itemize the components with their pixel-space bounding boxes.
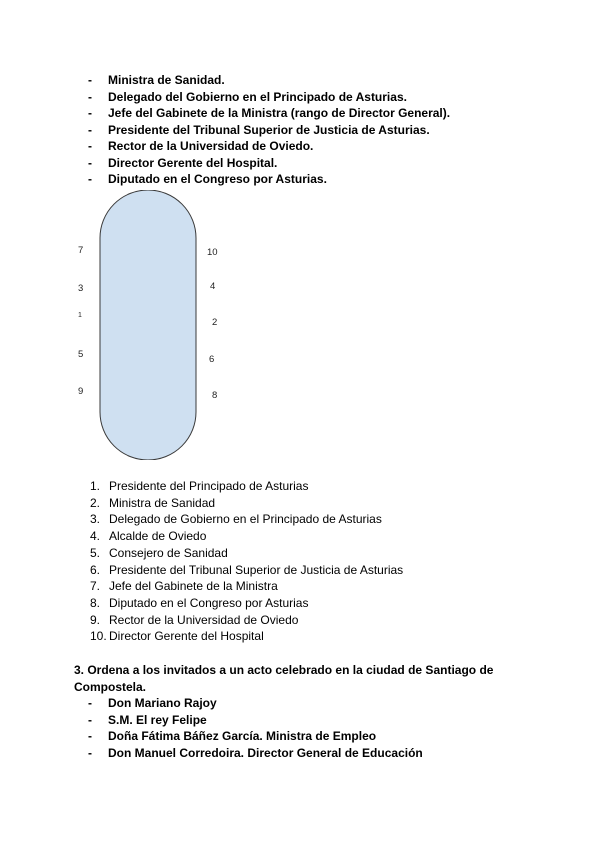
list-text: Presidente del Principado de Asturias (109, 479, 309, 493)
list-text: Rector de la Universidad de Oviedo (109, 612, 299, 627)
list-number: 10. (90, 629, 107, 644)
list-text: Diputado en el Congreso por Asturias (109, 595, 309, 610)
seat-label-left-1: 7 (78, 245, 84, 256)
list-item (90, 511, 403, 528)
section-3-title: 3. Ordena a los invitados a un acto celebrado en la ciudad de Santiago de Compostela. (74, 663, 494, 694)
list-number: 2. (90, 495, 101, 510)
list-text: Delegado de Gobierno en el Principado de Asturias (109, 512, 382, 527)
seat-label-left-3: 1 (78, 312, 82, 319)
seat-label-right-3: 2 (212, 317, 218, 328)
list-item: - Diputado en el Congreso por Asturias. (86, 171, 450, 188)
list-item (90, 595, 403, 612)
list-item: - Jefe del Gabinete de la Ministra (rango de Director General). (86, 105, 450, 122)
list-text: Jefe del Gabinete de la Ministra (109, 579, 278, 594)
list-item: - Director Gerente del Hospital. (86, 155, 450, 172)
list-text: Alcalde de Oviedo (109, 529, 207, 544)
seat-label-right-5: 8 (212, 390, 218, 401)
seat-label-right-4: 6 (209, 354, 215, 365)
list-text: Director Gerente del Hospital (109, 629, 264, 644)
list-item (90, 628, 403, 645)
seat-label-right-2: 4 (210, 281, 216, 292)
list-item: - Delegado del Gobierno en el Principado de Asturias. (86, 89, 450, 106)
list-number: 8. (90, 595, 101, 610)
seat-label-left-5: 9 (78, 386, 84, 397)
list-item (90, 528, 403, 545)
list-item (90, 478, 403, 495)
guest-list-section-3 (86, 695, 423, 761)
list-item (90, 495, 403, 512)
list-text: Consejero de Sanidad (109, 545, 228, 560)
list-number: 9. (90, 612, 101, 627)
list-item: - Presidente del Tribunal Superior de Justicia de Asturias. (86, 122, 450, 139)
list-item: - Ministra de Sanidad. (86, 72, 450, 89)
list-number: 7. (90, 579, 101, 594)
list-item (90, 562, 403, 579)
list-item (90, 612, 403, 629)
list-item: - Don Manuel Corredoira. Director General de Educación (86, 745, 423, 762)
seat-label-right-1: 10 (207, 247, 218, 258)
list-number: 3. (90, 512, 101, 527)
list-item: - Rector de la Universidad de Oviedo. (86, 138, 450, 155)
list-item: - Don Mariano Rajoy (86, 695, 423, 712)
list-text: Presidente del Tribunal Superior de Justicia de Asturias (109, 562, 404, 577)
oval-table (100, 190, 196, 460)
guest-list-top (86, 72, 450, 188)
seat-label-left-4: 5 (78, 349, 84, 360)
protocol-order-list (90, 478, 403, 645)
list-number: 6. (90, 562, 101, 577)
list-text: Ministra de Sanidad (109, 495, 216, 510)
seat-label-left-2: 3 (78, 283, 84, 294)
table-diagram (98, 190, 198, 460)
list-number: 4. (90, 529, 101, 544)
list-number: 5. (90, 545, 101, 560)
list-item (90, 578, 403, 595)
list-item: - S.M. El rey Felipe (86, 712, 423, 729)
list-item (90, 545, 403, 562)
list-item: - Doña Fátima Báñez García. Ministra de Empleo (86, 728, 423, 745)
list-number: 1. (90, 479, 101, 493)
